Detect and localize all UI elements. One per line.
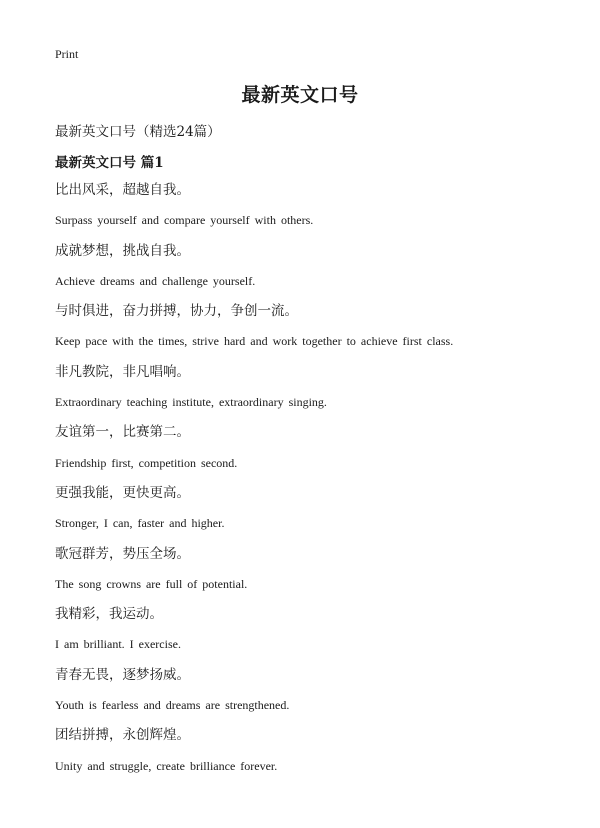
- slogan-chinese: 与时俱进，奋力拼搏，协力，争创一流。: [55, 303, 298, 320]
- slogan-chinese: 非凡教院，非凡唱响。: [55, 363, 190, 380]
- slogan-list: [55, 175, 575, 781]
- slogan-english: Extraordinary teaching institute, extraordinary singing.: [55, 395, 327, 410]
- slogan-entry-5: [55, 417, 575, 478]
- slogan-entry-2: [55, 236, 575, 297]
- slogan-english: Achieve dreams and challenge yourself.: [55, 273, 256, 288]
- slogan-entry-6: [55, 478, 575, 539]
- section-heading: 最新英文口号 篇1: [55, 155, 164, 171]
- print-link[interactable]: Print: [55, 47, 79, 61]
- document-subtitle: 最新英文口号（精选24篇）: [55, 124, 221, 140]
- slogan-chinese: 友谊第一，比赛第二。: [55, 424, 190, 441]
- slogan-english: Stronger, I can, faster and higher.: [55, 516, 225, 531]
- slogan-entry-4: [55, 357, 575, 418]
- slogan-entry-10: [55, 720, 575, 781]
- slogan-english: Unity and struggle, create brilliance forever.: [55, 758, 278, 773]
- slogan-chinese: 我精彩，我运动。: [55, 606, 163, 623]
- slogan-entry-1: [55, 175, 575, 236]
- slogan-english: Surpass yourself and compare yourself with others.: [55, 213, 314, 228]
- slogan-entry-3: [55, 296, 575, 357]
- slogan-english: Keep pace with the times, strive hard and work together to achieve first class.: [55, 334, 454, 349]
- slogan-english: Friendship first, competition second.: [55, 455, 238, 470]
- slogan-english: I am brilliant. I exercise.: [55, 637, 181, 652]
- slogan-chinese: 青春无畏，逐梦扬威。: [55, 666, 190, 683]
- page-title: 最新英文口号: [241, 84, 359, 106]
- slogan-chinese: 成就梦想，挑战自我。: [55, 242, 190, 259]
- slogan-english: Youth is fearless and dreams are strengthened.: [55, 698, 290, 713]
- slogan-chinese: 团结拼搏，永创辉煌。: [55, 727, 190, 744]
- slogan-entry-7: [55, 539, 575, 600]
- slogan-chinese: 比出风采，超越自我。: [55, 182, 190, 198]
- slogan-entry-8: [55, 599, 575, 660]
- slogan-entry-9: [55, 660, 575, 721]
- slogan-chinese: 歌冠群芳，势压全场。: [55, 545, 190, 562]
- slogan-english: The song crowns are full of potential.: [55, 576, 248, 591]
- slogan-chinese: 更强我能，更快更高。: [55, 484, 190, 501]
